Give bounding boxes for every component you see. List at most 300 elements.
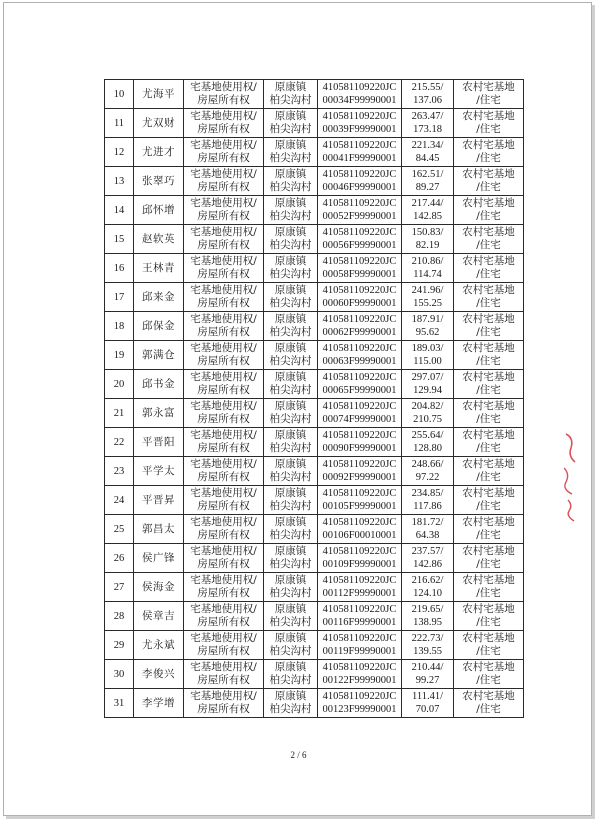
unit-code-text: 00039F99990001 (322, 124, 397, 135)
location-text: 柏尖沟村 (269, 500, 312, 512)
location-cell (264, 602, 318, 631)
location-text: 柏尖沟村 (269, 413, 312, 425)
location-text: 柏尖沟村 (269, 703, 312, 715)
area-text: 111.41/ (411, 691, 443, 702)
land-use-text: /住宅 (476, 500, 501, 512)
unit-code-cell (318, 283, 402, 312)
land-use-text: /住宅 (476, 123, 501, 135)
unit-code-text: 410581109220JC (322, 604, 397, 615)
unit-code-text: 00105F99990001 (322, 501, 397, 512)
location-cell (264, 225, 318, 254)
right-type-text: 宅基地使用权/ (190, 487, 257, 499)
right-type-cell (184, 631, 264, 660)
unit-code-cell (318, 80, 402, 109)
right-type-text: 房屋所有权 (197, 442, 250, 454)
property-rights-table (104, 79, 524, 718)
land-use-text: 农村宅基地 (462, 197, 515, 209)
area-text: 217.44/ (411, 198, 444, 209)
right-type-text: 宅基地使用权/ (190, 545, 257, 557)
row-number-cell (105, 631, 134, 660)
area-text: 241.96/ (411, 285, 444, 296)
location-text: 原康镇 (274, 226, 307, 238)
area-text: 70.07 (415, 704, 440, 715)
land-use-text: 农村宅基地 (462, 81, 515, 93)
location-text: 原康镇 (274, 487, 307, 499)
row-number-cell (105, 341, 134, 370)
location-cell (264, 515, 318, 544)
stamp-stroke (568, 500, 574, 521)
area-text: 117.86 (413, 501, 442, 512)
right-type-cell (184, 80, 264, 109)
table-row (105, 486, 524, 515)
unit-code-cell (318, 225, 402, 254)
table-row (105, 225, 524, 254)
land-use-text: 农村宅基地 (462, 371, 515, 383)
right-type-text: 房屋所有权 (197, 210, 250, 222)
owner-name-text: 赵软英 (142, 232, 175, 245)
owner-name-text: 李俊兴 (142, 667, 175, 680)
right-type-text: 宅基地使用权/ (190, 400, 257, 412)
unit-code-text: 00046F99990001 (322, 182, 397, 193)
table-row (105, 80, 524, 109)
unit-code-text: 00056F99990001 (322, 240, 397, 251)
row-number-cell (105, 660, 134, 689)
unit-code-cell (318, 486, 402, 515)
area-cell (402, 370, 454, 399)
land-use-cell (454, 399, 524, 428)
owner-name-cell (134, 109, 184, 138)
area-text: 84.45 (415, 153, 440, 164)
table-row (105, 602, 524, 631)
table-row (105, 544, 524, 573)
area-text: 221.34/ (411, 140, 444, 151)
table-row (105, 196, 524, 225)
land-use-text: 农村宅基地 (462, 516, 515, 528)
land-use-text: /住宅 (476, 558, 501, 570)
location-cell (264, 631, 318, 660)
stamp-stroke (566, 434, 575, 462)
owner-name-cell (134, 602, 184, 631)
owner-name-text: 张翠巧 (142, 174, 175, 187)
area-cell (402, 689, 454, 718)
right-type-text: 房屋所有权 (197, 94, 250, 106)
location-cell (264, 109, 318, 138)
location-text: 柏尖沟村 (269, 326, 312, 338)
location-text: 原康镇 (274, 516, 307, 528)
row-number-text: 14 (113, 204, 125, 216)
area-cell (402, 486, 454, 515)
right-type-text: 宅基地使用权/ (190, 429, 257, 441)
row-number-text: 11 (113, 117, 125, 129)
owner-name-text: 邱保金 (142, 319, 175, 332)
unit-code-text: 410581109220JC (322, 546, 397, 557)
location-text: 原康镇 (274, 255, 307, 267)
location-text: 原康镇 (274, 110, 307, 122)
stamp-stroke (564, 468, 572, 494)
location-text: 柏尖沟村 (269, 674, 312, 686)
land-use-text: /住宅 (476, 471, 501, 483)
land-use-text: /住宅 (476, 355, 501, 367)
location-cell (264, 312, 318, 341)
area-cell (402, 80, 454, 109)
table-row (105, 312, 524, 341)
location-text: 柏尖沟村 (269, 355, 312, 367)
land-use-cell (454, 428, 524, 457)
row-number-text: 12 (113, 146, 125, 158)
area-cell (402, 660, 454, 689)
unit-code-text: 410581109220JC (322, 372, 397, 383)
location-text: 柏尖沟村 (269, 616, 312, 628)
location-text: 柏尖沟村 (269, 529, 312, 541)
table-row (105, 399, 524, 428)
right-type-text: 宅基地使用权/ (190, 226, 257, 238)
owner-name-cell (134, 573, 184, 602)
owner-name-cell (134, 138, 184, 167)
row-number-text: 31 (113, 697, 125, 709)
location-text: 原康镇 (274, 690, 307, 702)
land-use-text: 农村宅基地 (462, 110, 515, 122)
owner-name-text: 平晋阳 (142, 435, 175, 448)
location-text: 柏尖沟村 (269, 645, 312, 657)
unit-code-cell (318, 196, 402, 225)
right-type-text: 房屋所有权 (197, 268, 250, 280)
land-use-text: /住宅 (476, 152, 501, 164)
area-text: 142.85 (413, 211, 442, 222)
area-text: 173.18 (413, 124, 442, 135)
unit-code-cell (318, 312, 402, 341)
right-type-text: 宅基地使用权/ (190, 661, 257, 673)
location-cell (264, 254, 318, 283)
unit-code-cell (318, 602, 402, 631)
row-number-text: 30 (113, 668, 125, 680)
land-use-cell (454, 486, 524, 515)
area-cell (402, 225, 454, 254)
land-use-cell (454, 80, 524, 109)
land-use-text: /住宅 (476, 529, 501, 541)
unit-code-text: 00062F99990001 (322, 327, 397, 338)
land-use-cell (454, 515, 524, 544)
location-cell (264, 573, 318, 602)
unit-code-text: 00074F99990001 (322, 414, 397, 425)
location-cell (264, 80, 318, 109)
land-use-text: /住宅 (476, 442, 501, 454)
land-use-cell (454, 457, 524, 486)
unit-code-text: 410581109220JC (322, 314, 397, 325)
owner-name-text: 尤海平 (142, 87, 175, 100)
area-text: 187.91/ (411, 314, 444, 325)
row-number-cell (105, 370, 134, 399)
land-use-text: /住宅 (476, 703, 501, 715)
unit-code-text: 410581109220JC (322, 662, 397, 673)
unit-code-text: 00122F99990001 (322, 675, 397, 686)
location-cell (264, 399, 318, 428)
area-text: 248.66/ (411, 459, 444, 470)
owner-name-text: 尤进才 (142, 145, 175, 158)
row-number-text: 17 (113, 291, 125, 303)
right-type-cell (184, 428, 264, 457)
right-type-text: 宅基地使用权/ (190, 110, 257, 122)
unit-code-text: 00119F99990001 (322, 646, 397, 657)
land-use-text: /住宅 (476, 674, 501, 686)
land-use-text: 农村宅基地 (462, 574, 515, 586)
location-text: 柏尖沟村 (269, 471, 312, 483)
unit-code-text: 410581109220JC (322, 691, 397, 702)
right-type-text: 宅基地使用权/ (190, 197, 257, 209)
unit-code-cell (318, 428, 402, 457)
table-row (105, 457, 524, 486)
owner-name-text: 尤双财 (142, 116, 175, 129)
land-use-text: /住宅 (476, 297, 501, 309)
owner-name-cell (134, 370, 184, 399)
right-type-text: 宅基地使用权/ (190, 139, 257, 151)
land-use-cell (454, 544, 524, 573)
unit-code-text: 00123F99990001 (322, 704, 397, 715)
table-row (105, 660, 524, 689)
location-cell (264, 544, 318, 573)
right-type-text: 宅基地使用权/ (190, 458, 257, 470)
right-type-text: 宅基地使用权/ (190, 632, 257, 644)
row-number-cell (105, 312, 134, 341)
area-text: 189.03/ (411, 343, 444, 354)
land-use-cell (454, 225, 524, 254)
location-cell (264, 167, 318, 196)
area-text: 142.86 (413, 559, 442, 570)
location-text: 柏尖沟村 (269, 587, 312, 599)
row-number-cell (105, 283, 134, 312)
area-cell (402, 631, 454, 660)
row-number-cell (105, 167, 134, 196)
row-number-text: 20 (113, 378, 125, 390)
right-type-cell (184, 515, 264, 544)
unit-code-cell (318, 109, 402, 138)
row-number-text: 22 (113, 436, 125, 448)
location-cell (264, 457, 318, 486)
owner-name-text: 邱来金 (142, 290, 175, 303)
owner-name-cell (134, 544, 184, 573)
right-type-cell (184, 138, 264, 167)
owner-name-text: 王林青 (142, 261, 175, 274)
unit-code-text: 410581109220JC (322, 488, 397, 499)
unit-code-text: 00060F99990001 (322, 298, 397, 309)
row-number-text: 16 (113, 262, 125, 274)
unit-code-cell (318, 631, 402, 660)
page-number: 2 / 6 (290, 750, 307, 760)
right-type-text: 房屋所有权 (197, 471, 250, 483)
area-text: 150.83/ (411, 227, 444, 238)
land-use-text: /住宅 (476, 384, 501, 396)
area-text: 64.38 (415, 530, 440, 541)
location-text: 原康镇 (274, 458, 307, 470)
area-text: 234.85/ (411, 488, 444, 499)
row-number-cell (105, 428, 134, 457)
table-row (105, 515, 524, 544)
location-cell (264, 283, 318, 312)
unit-code-text: 00063F99990001 (322, 356, 397, 367)
row-number-cell (105, 225, 134, 254)
land-use-text: /住宅 (476, 587, 501, 599)
area-text: 99.27 (415, 675, 440, 686)
owner-name-text: 李学增 (142, 696, 175, 709)
right-type-text: 房屋所有权 (197, 326, 250, 338)
location-text: 原康镇 (274, 574, 307, 586)
owner-name-cell (134, 341, 184, 370)
table-row (105, 428, 524, 457)
right-type-text: 宅基地使用权/ (190, 603, 257, 615)
land-use-text: 农村宅基地 (462, 661, 515, 673)
right-type-text: 房屋所有权 (197, 674, 250, 686)
row-number-text: 26 (113, 552, 125, 564)
area-text: 210.86/ (411, 256, 444, 267)
area-text: 114.74 (413, 269, 442, 280)
owner-name-cell (134, 167, 184, 196)
land-use-cell (454, 370, 524, 399)
land-use-text: /住宅 (476, 94, 501, 106)
land-use-text: 农村宅基地 (462, 632, 515, 644)
area-text: 129.94 (413, 385, 442, 396)
row-number-text: 10 (113, 88, 125, 100)
location-text: 原康镇 (274, 545, 307, 557)
area-text: 97.22 (415, 472, 440, 483)
location-cell (264, 196, 318, 225)
location-text: 原康镇 (274, 81, 307, 93)
area-text: 139.55 (413, 646, 442, 657)
table-row (105, 138, 524, 167)
land-use-text: 农村宅基地 (462, 603, 515, 615)
right-type-text: 房屋所有权 (197, 558, 250, 570)
area-text: 115.00 (413, 356, 442, 367)
right-type-cell (184, 109, 264, 138)
unit-code-cell (318, 341, 402, 370)
land-use-text: /住宅 (476, 326, 501, 338)
unit-code-text: 410581109220JC (322, 111, 397, 122)
owner-name-cell (134, 486, 184, 515)
location-text: 柏尖沟村 (269, 384, 312, 396)
right-type-text: 房屋所有权 (197, 355, 250, 367)
land-use-cell (454, 573, 524, 602)
land-use-text: 农村宅基地 (462, 255, 515, 267)
unit-code-cell (318, 515, 402, 544)
land-use-text: /住宅 (476, 616, 501, 628)
row-number-text: 23 (113, 465, 125, 477)
owner-name-text: 侯章吉 (142, 609, 175, 622)
land-use-text: 农村宅基地 (462, 487, 515, 499)
row-number-cell (105, 689, 134, 718)
owner-name-cell (134, 225, 184, 254)
land-use-cell (454, 689, 524, 718)
right-type-text: 房屋所有权 (197, 587, 250, 599)
unit-code-text: 410581109220JC (322, 401, 397, 412)
unit-code-text: 00058F99990001 (322, 269, 397, 280)
unit-code-text: 410581109220JC (322, 285, 397, 296)
table-row (105, 283, 524, 312)
land-use-cell (454, 109, 524, 138)
unit-code-cell (318, 457, 402, 486)
right-type-text: 宅基地使用权/ (190, 168, 257, 180)
unit-code-text: 00052F99990001 (322, 211, 397, 222)
land-use-text: /住宅 (476, 181, 501, 193)
area-cell (402, 399, 454, 428)
land-use-text: 农村宅基地 (462, 545, 515, 557)
unit-code-text: 410581109220JC (322, 575, 397, 586)
right-type-text: 宅基地使用权/ (190, 574, 257, 586)
right-type-cell (184, 486, 264, 515)
right-type-cell (184, 225, 264, 254)
right-type-cell (184, 196, 264, 225)
row-number-cell (105, 399, 134, 428)
unit-code-text: 410581109220JC (322, 169, 397, 180)
row-number-cell (105, 602, 134, 631)
land-use-cell (454, 341, 524, 370)
area-text: 297.07/ (411, 372, 444, 383)
unit-code-text: 410581109220JC (322, 140, 397, 151)
unit-code-cell (318, 138, 402, 167)
area-cell (402, 254, 454, 283)
location-text: 柏尖沟村 (269, 94, 312, 106)
row-number-cell (105, 80, 134, 109)
table-row (105, 109, 524, 138)
location-text: 原康镇 (274, 661, 307, 673)
area-text: 89.27 (415, 182, 440, 193)
right-type-text: 房屋所有权 (197, 123, 250, 135)
right-type-cell (184, 660, 264, 689)
owner-name-text: 郭永富 (142, 406, 175, 419)
right-type-text: 房屋所有权 (197, 645, 250, 657)
location-text: 柏尖沟村 (269, 297, 312, 309)
land-use-text: 农村宅基地 (462, 342, 515, 354)
area-text: 255.64/ (411, 430, 444, 441)
row-number-cell (105, 486, 134, 515)
right-type-text: 房屋所有权 (197, 181, 250, 193)
land-use-text: 农村宅基地 (462, 400, 515, 412)
unit-code-text: 00116F99990001 (322, 617, 397, 628)
area-cell (402, 573, 454, 602)
right-type-text: 房屋所有权 (197, 413, 250, 425)
location-text: 原康镇 (274, 371, 307, 383)
land-use-cell (454, 602, 524, 631)
location-text: 原康镇 (274, 400, 307, 412)
location-text: 原康镇 (274, 139, 307, 151)
row-number-text: 15 (113, 233, 125, 245)
row-number-text: 24 (113, 494, 125, 506)
unit-code-cell (318, 689, 402, 718)
right-type-text: 房屋所有权 (197, 152, 250, 164)
area-cell (402, 602, 454, 631)
owner-name-text: 侯海金 (142, 580, 175, 593)
owner-name-cell (134, 457, 184, 486)
area-text: 82.19 (415, 240, 440, 251)
land-use-text: 农村宅基地 (462, 313, 515, 325)
unit-code-text: 00092F99990001 (322, 472, 397, 483)
unit-code-text: 00109F99990001 (322, 559, 397, 570)
land-use-text: /住宅 (476, 210, 501, 222)
area-cell (402, 341, 454, 370)
owner-name-text: 郭满仓 (142, 348, 175, 361)
right-type-cell (184, 283, 264, 312)
right-type-text: 宅基地使用权/ (190, 313, 257, 325)
location-cell (264, 428, 318, 457)
owner-name-cell (134, 689, 184, 718)
land-use-text: 农村宅基地 (462, 690, 515, 702)
area-text: 210.44/ (411, 662, 444, 673)
area-cell (402, 138, 454, 167)
owner-name-text: 尤永斌 (142, 638, 175, 651)
unit-code-text: 410581109220JC (322, 198, 397, 209)
right-type-text: 宅基地使用权/ (190, 690, 257, 702)
area-text: 263.47/ (411, 111, 444, 122)
area-text: 204.82/ (411, 401, 444, 412)
location-text: 原康镇 (274, 603, 307, 615)
row-number-cell (105, 573, 134, 602)
